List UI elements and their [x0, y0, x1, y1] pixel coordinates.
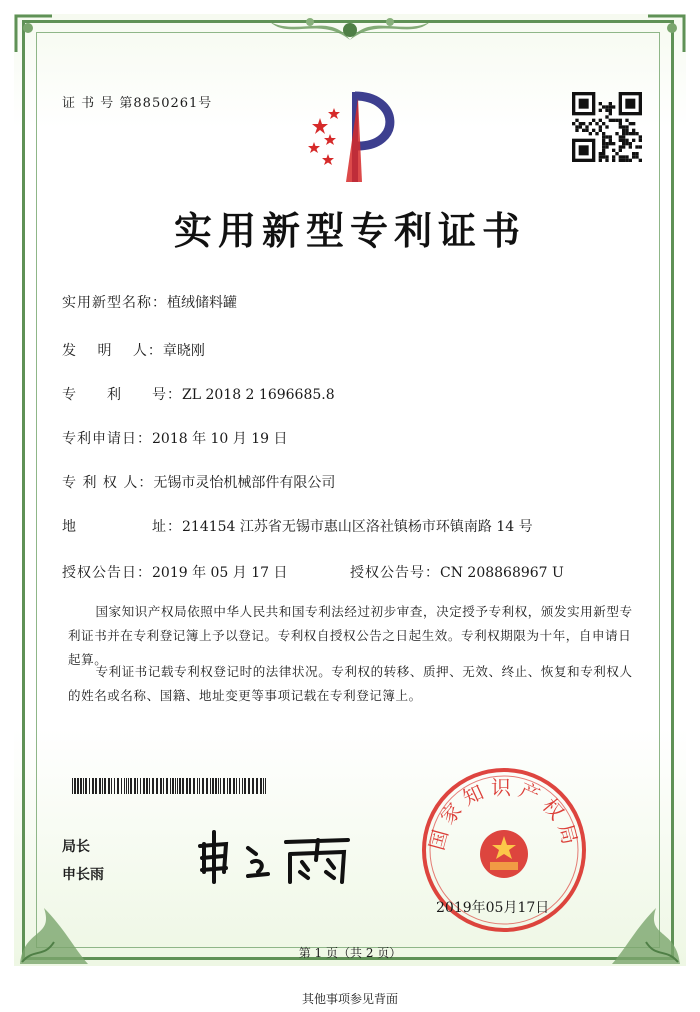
field-grant-number	[350, 562, 564, 582]
field-inventor	[62, 340, 205, 360]
field-label: 授权公告日：	[62, 565, 152, 581]
qr-code-icon	[572, 92, 642, 162]
field-label: 授权公告号：	[350, 565, 440, 581]
svg-text:国家知识产权局: 国家知识产权局	[424, 775, 584, 853]
field-patentee	[62, 472, 335, 492]
field-label: 实用新型名称：	[62, 295, 167, 311]
field-value: 214154 江苏省无锡市惠山区洛社镇杨市环镇南路 14 号	[182, 519, 533, 535]
right-top-corner-ornament-icon	[646, 14, 686, 54]
field-value: 无锡市灵怡机械部件有限公司	[153, 475, 336, 491]
left-top-corner-ornament-icon	[14, 14, 54, 54]
field-label: 发 明 人：	[62, 343, 163, 359]
certificate-title: 实用新型专利证书	[173, 208, 526, 253]
field-label: 地 址：	[62, 519, 182, 535]
field-label: 专利申请日：	[62, 431, 152, 447]
page-number: 第 1 页（共 2 页）	[298, 946, 402, 960]
body-paragraph-2: 专利证书记载专利权登记时的法律状况。专利权的转移、质押、无效、终止、恢复和专利权人的姓名或名称、国籍、地址变更等事项记载在专利登记簿上。	[68, 664, 633, 703]
field-value: 2019 年 05 月 17 日	[152, 565, 288, 581]
field-value: ZL 2018 2 1696685.8	[182, 387, 335, 403]
handwritten-signature	[190, 826, 360, 886]
footer-note: 其他事项参见背面	[301, 992, 398, 1006]
field-value: 2018 年 10 月 19 日	[152, 431, 288, 447]
field-utility-model-name	[62, 292, 237, 312]
seal-date: 2019年05月17日	[436, 900, 550, 916]
barcode-icon	[72, 778, 268, 794]
body-paragraph-1: 国家知识产权局依照中华人民共和国专利法经过初步审查，决定授予专利权，颁发实用新型专利证书并在专利登记簿上予以登记。专利权自授权公告之日起生效。专利权期限为十年，自申请日起算。	[68, 604, 633, 667]
field-grant-date	[62, 562, 288, 582]
certificate-number: 证 书 号 第8850261号	[62, 96, 213, 111]
field-filing-date	[62, 428, 288, 448]
field-value: 植绒储料罐	[167, 295, 237, 311]
field-address	[62, 516, 533, 536]
signatory-role: 局长	[62, 839, 90, 855]
field-label: 专 利 权 人：	[62, 475, 154, 491]
field-patent-number	[62, 384, 335, 404]
top-ornament-icon	[250, 6, 450, 46]
field-value: CN 208868967 U	[440, 565, 564, 581]
field-value: 章晓刚	[162, 343, 205, 359]
cnipa-logo-icon	[300, 86, 410, 186]
signatory-name: 申长雨	[62, 867, 104, 883]
field-label: 专 利 号：	[62, 387, 182, 403]
